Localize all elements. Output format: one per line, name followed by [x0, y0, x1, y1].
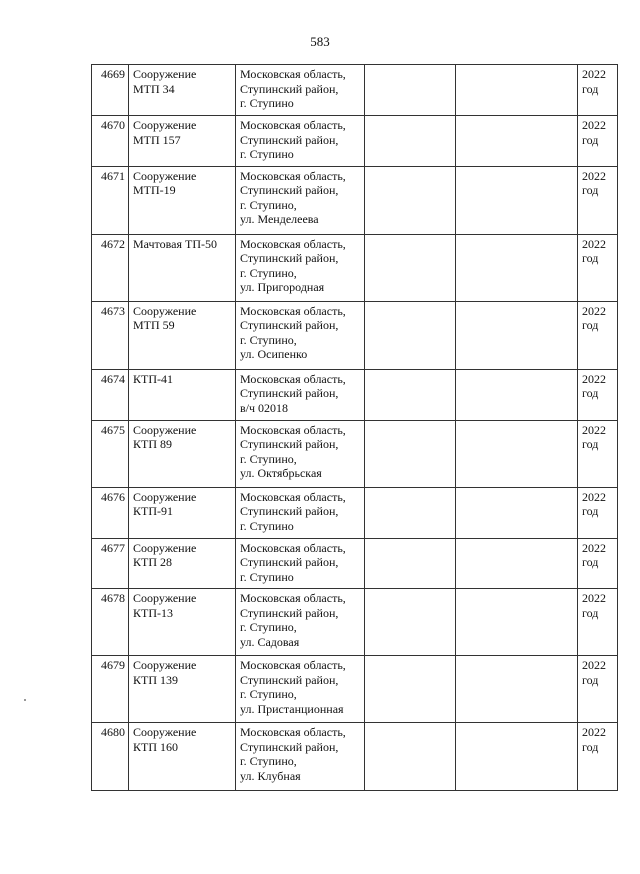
object-name-line: Сооружение	[133, 422, 197, 437]
registry-table	[91, 64, 618, 791]
address-line: ул. Клубная	[240, 768, 301, 783]
address-line: Московская область,	[240, 658, 346, 672]
empty-cell	[456, 301, 578, 369]
table-row	[92, 234, 618, 301]
object-name-cell	[129, 301, 236, 369]
address-line: Ступинский район,	[240, 437, 339, 451]
empty-cell	[456, 116, 578, 167]
object-name-line: КТП 160	[133, 739, 178, 754]
address-line: Московская область,	[240, 489, 346, 504]
object-name-line: КТП-91	[133, 504, 173, 518]
year-line: 2022	[582, 489, 606, 504]
year-cell	[578, 589, 618, 656]
address-line: Ступинский район,	[240, 251, 339, 265]
address-line: г. Ступино,	[240, 197, 297, 212]
address-line: Ступинский район,	[240, 386, 339, 400]
year-cell	[578, 420, 618, 487]
year-cell	[578, 723, 618, 791]
year-line: 2022	[582, 422, 606, 437]
address-line: Московская область,	[240, 67, 346, 81]
year-line: год	[582, 437, 599, 451]
object-name-line: Сооружение	[133, 303, 197, 318]
row-number: 4676	[92, 487, 129, 538]
address-line: г. Ступино	[240, 96, 294, 110]
empty-cell	[456, 487, 578, 538]
empty-cell	[365, 538, 456, 589]
object-name-cell	[129, 656, 236, 723]
empty-cell	[365, 723, 456, 791]
address-line: г. Ступино,	[240, 754, 297, 768]
year-line: 2022	[582, 540, 606, 555]
address-line: Московская область,	[240, 422, 346, 437]
object-name-cell	[129, 116, 236, 167]
empty-cell	[365, 234, 456, 301]
object-name-cell	[129, 166, 236, 234]
object-name-line: КТП-13	[133, 605, 173, 620]
address-cell	[236, 656, 365, 723]
row-number: 4677	[92, 538, 129, 589]
address-line: Московская область,	[240, 118, 346, 132]
year-line: год	[582, 81, 599, 96]
address-cell	[236, 116, 365, 167]
address-line: ул. Менделеева	[240, 212, 319, 226]
address-line: г. Ступино	[240, 147, 294, 161]
table-row	[92, 538, 618, 589]
empty-cell	[456, 723, 578, 791]
object-name-cell	[129, 65, 236, 116]
table-row	[92, 420, 618, 487]
empty-cell	[365, 301, 456, 369]
address-line: Московская область,	[240, 303, 346, 318]
address-line: Ступинский район,	[240, 132, 339, 147]
address-line: г. Ступино,	[240, 332, 297, 347]
table-row	[92, 166, 618, 234]
year-line: 2022	[582, 303, 606, 318]
row-number: 4675	[92, 420, 129, 487]
year-line: 2022	[582, 591, 606, 605]
address-line: Московская область,	[240, 540, 346, 555]
year-line: 2022	[582, 658, 606, 672]
table-row	[92, 65, 618, 116]
object-name-line: Сооружение	[133, 540, 197, 555]
empty-cell	[365, 65, 456, 116]
table-row	[92, 487, 618, 538]
year-cell	[578, 656, 618, 723]
object-name-line: Сооружение	[133, 591, 197, 605]
table-row	[92, 116, 618, 167]
object-name-cell	[129, 538, 236, 589]
year-line: 2022	[582, 118, 606, 132]
address-line: г. Ступино,	[240, 620, 297, 634]
object-name-line: КТП-41	[133, 371, 173, 386]
address-cell	[236, 369, 365, 420]
address-line: г. Ступино,	[240, 687, 297, 701]
empty-cell	[365, 589, 456, 656]
object-name-cell	[129, 589, 236, 656]
object-name-line: Сооружение	[133, 658, 197, 672]
address-line: Московская область,	[240, 371, 346, 386]
object-name-line: Сооружение	[133, 168, 197, 183]
year-line: год	[582, 555, 599, 569]
row-number: 4671	[92, 166, 129, 234]
object-name-line: МТП 157	[133, 132, 181, 147]
empty-cell	[456, 369, 578, 420]
object-name-cell	[129, 420, 236, 487]
address-line: г. Ступино,	[240, 451, 297, 466]
page-number: 583	[310, 34, 330, 49]
address-line: Ступинский район,	[240, 183, 339, 197]
address-line: ул. Осипенко	[240, 347, 308, 361]
row-number: 4680	[92, 723, 129, 791]
address-cell	[236, 234, 365, 301]
margin-mark	[24, 699, 26, 701]
object-name-line: КТП 139	[133, 672, 178, 687]
year-line: год	[582, 251, 599, 265]
year-line: год	[582, 386, 599, 400]
year-line: год	[582, 605, 599, 620]
year-cell	[578, 166, 618, 234]
empty-cell	[456, 166, 578, 234]
address-line: Ступинский район,	[240, 504, 339, 518]
year-line: 2022	[582, 725, 606, 739]
row-number: 4672	[92, 234, 129, 301]
address-cell	[236, 65, 365, 116]
empty-cell	[456, 656, 578, 723]
address-line: в/ч 02018	[240, 400, 289, 415]
object-name-line: МТП 59	[133, 318, 175, 332]
year-cell	[578, 487, 618, 538]
object-name-cell	[129, 234, 236, 301]
address-line: Ступинский район,	[240, 555, 339, 569]
address-line: Московская область,	[240, 168, 346, 183]
year-cell	[578, 65, 618, 116]
empty-cell	[365, 166, 456, 234]
address-line: г. Ступино	[240, 518, 294, 533]
year-line: год	[582, 132, 599, 147]
year-line: год	[582, 183, 599, 197]
row-number: 4669	[92, 65, 129, 116]
address-cell	[236, 420, 365, 487]
address-line: Ступинский район,	[240, 605, 339, 620]
object-name-cell	[129, 723, 236, 791]
empty-cell	[365, 487, 456, 538]
empty-cell	[365, 656, 456, 723]
empty-cell	[456, 65, 578, 116]
object-name-line: Сооружение	[133, 118, 197, 132]
address-line: Московская область,	[240, 236, 346, 251]
year-line: 2022	[582, 67, 606, 81]
address-line: ул. Садовая	[240, 634, 300, 649]
empty-cell	[456, 538, 578, 589]
year-line: 2022	[582, 236, 606, 251]
row-number: 4670	[92, 116, 129, 167]
address-line: Московская область,	[240, 725, 346, 739]
address-line: Ступинский район,	[240, 81, 339, 96]
empty-cell	[456, 589, 578, 656]
year-cell	[578, 234, 618, 301]
object-name-cell	[129, 369, 236, 420]
row-number: 4674	[92, 369, 129, 420]
table-row	[92, 369, 618, 420]
year-cell	[578, 538, 618, 589]
object-name-line: Мачтовая ТП-50	[133, 236, 217, 251]
object-name-line: Сооружение	[133, 725, 197, 739]
year-line: год	[582, 672, 599, 687]
table-row	[92, 656, 618, 723]
object-name-line: Сооружение	[133, 489, 197, 504]
year-cell	[578, 116, 618, 167]
empty-cell	[365, 420, 456, 487]
address-cell	[236, 538, 365, 589]
year-line: год	[582, 504, 599, 518]
object-name-line: КТП 89	[133, 437, 172, 451]
address-cell	[236, 723, 365, 791]
empty-cell	[365, 116, 456, 167]
table-row	[92, 589, 618, 656]
object-name-line: Сооружение	[133, 67, 197, 81]
empty-cell	[456, 420, 578, 487]
address-line: Ступинский район,	[240, 739, 339, 754]
object-name-cell	[129, 487, 236, 538]
address-cell	[236, 487, 365, 538]
object-name-line: КТП 28	[133, 555, 172, 569]
object-name-line: МТП-19	[133, 183, 176, 197]
address-line: Ступинский район,	[240, 318, 339, 332]
year-line: год	[582, 318, 599, 332]
empty-cell	[365, 369, 456, 420]
address-line: Ступинский район,	[240, 672, 339, 687]
year-cell	[578, 369, 618, 420]
address-line: г. Ступино,	[240, 265, 297, 280]
registry-body	[92, 65, 618, 791]
address-line: г. Ступино	[240, 569, 294, 584]
address-cell	[236, 589, 365, 656]
table-row	[92, 723, 618, 791]
row-number: 4679	[92, 656, 129, 723]
year-line: год	[582, 739, 599, 754]
address-cell	[236, 301, 365, 369]
table-row	[92, 301, 618, 369]
address-line: Московская область,	[240, 591, 346, 605]
address-line: ул. Пристанционная	[240, 701, 344, 716]
year-line: 2022	[582, 168, 606, 183]
address-line: ул. Пригородная	[240, 280, 325, 294]
address-line: ул. Октябрьская	[240, 466, 322, 480]
row-number: 4673	[92, 301, 129, 369]
year-line: 2022	[582, 371, 606, 386]
object-name-line: МТП 34	[133, 81, 175, 96]
empty-cell	[456, 234, 578, 301]
row-number: 4678	[92, 589, 129, 656]
address-cell	[236, 166, 365, 234]
year-cell	[578, 301, 618, 369]
